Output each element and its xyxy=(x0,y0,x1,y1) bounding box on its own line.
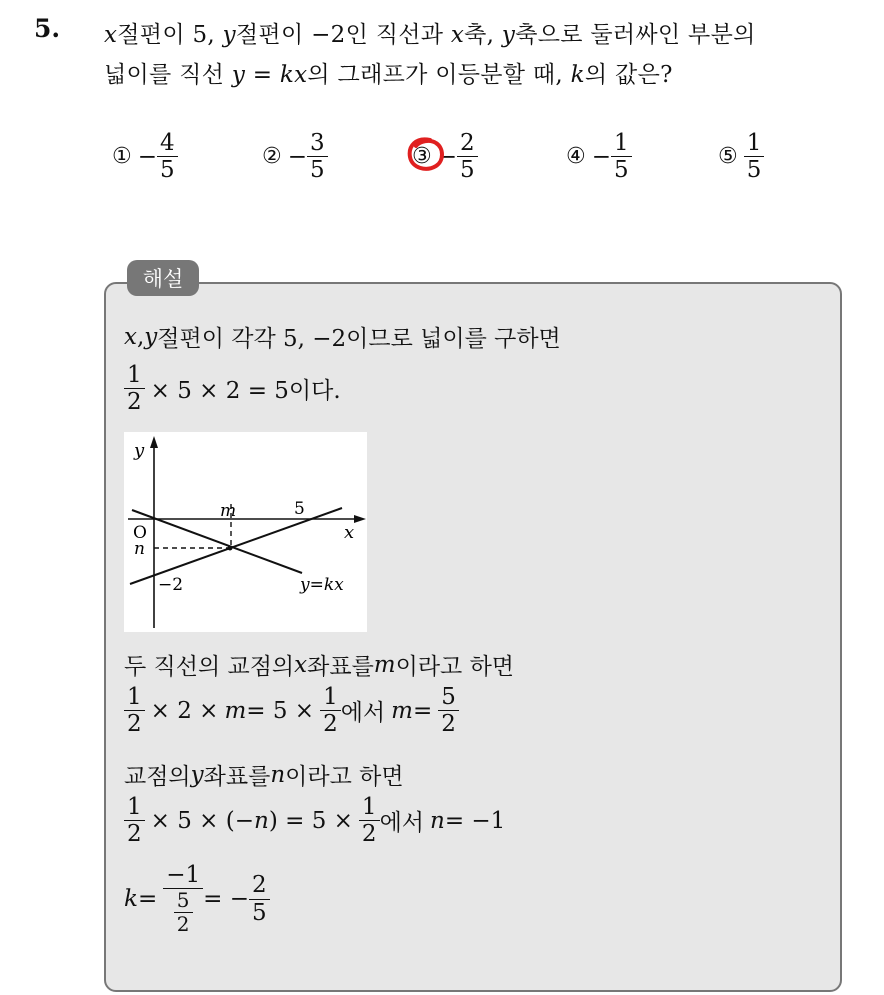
text: 넓이를 직선 xyxy=(104,62,232,88)
label-five: 5 xyxy=(294,499,305,519)
text: 절편이 −2인 직선과 xyxy=(235,22,451,48)
numerator: 1 xyxy=(320,684,341,711)
choice-sign: − xyxy=(287,143,308,170)
denominator: 5 xyxy=(460,157,475,184)
var-x: x xyxy=(124,323,137,350)
choice-number-text: ③ xyxy=(412,144,432,170)
var-k: k xyxy=(124,886,138,913)
solution-line-5 xyxy=(124,758,404,791)
text: × 5 × 2 = 5이다. xyxy=(150,378,341,405)
fraction xyxy=(124,794,145,848)
numerator: 5 xyxy=(438,684,459,711)
choice-fraction xyxy=(611,130,632,184)
choice-fraction xyxy=(457,130,478,184)
text: 축으로 둘러싸인 부분의 xyxy=(515,22,756,48)
text: 좌표를 xyxy=(307,654,374,680)
text: = xyxy=(412,697,433,724)
choice-fraction xyxy=(307,130,328,184)
text: 절편이 각각 5, −2이므로 넓이를 구하면 xyxy=(157,326,561,352)
numerator: 1 xyxy=(744,130,765,157)
numerator: 1 xyxy=(124,362,145,389)
solution-line-7 xyxy=(124,862,270,936)
text: × 2 × xyxy=(150,697,219,724)
denominator: 2 xyxy=(127,821,142,848)
text: = 5 × xyxy=(246,697,315,724)
answer-circle-mark-icon xyxy=(406,136,446,174)
numerator: 2 xyxy=(457,130,478,157)
text: 이라고 하면 xyxy=(285,764,404,790)
graph-background xyxy=(124,432,367,632)
denominator: 5 xyxy=(746,157,762,184)
fraction xyxy=(249,872,270,926)
fraction xyxy=(124,362,145,416)
label-n: n xyxy=(134,539,145,559)
text: 에서 xyxy=(340,700,386,727)
solution-line-1 xyxy=(124,320,561,353)
choice-1[interactable] xyxy=(112,130,178,184)
var-n: n xyxy=(430,807,445,834)
choice-number: ④ xyxy=(566,144,586,170)
var-k: k xyxy=(570,62,585,88)
text: 교점의 xyxy=(124,764,191,790)
numerator: 1 xyxy=(124,794,145,821)
choice-number: ⑤ xyxy=(718,144,738,170)
fraction xyxy=(124,684,145,738)
choice-number: ① xyxy=(112,144,132,170)
numerator: 1 xyxy=(359,794,380,821)
equation: y = kx xyxy=(231,62,308,88)
denominator: 5 xyxy=(160,157,175,184)
text: 좌표를 xyxy=(203,764,271,790)
choice-fraction xyxy=(157,130,178,184)
choice-number: ② xyxy=(262,144,282,170)
choice-fraction xyxy=(744,130,765,184)
var-x: x xyxy=(294,651,308,678)
var-y: y xyxy=(144,323,158,350)
text: 에서 xyxy=(379,810,424,837)
solution-tag: 해설 xyxy=(127,260,199,296)
question-number: 5. xyxy=(34,14,61,43)
solution-line-2 xyxy=(124,362,341,416)
var-n: n xyxy=(270,761,286,788)
denominator xyxy=(163,889,203,936)
solution-line-3 xyxy=(124,648,514,681)
denominator: 5 xyxy=(251,899,267,926)
choice-sign: − xyxy=(137,143,158,170)
denominator: 2 xyxy=(127,389,142,416)
text: 축, xyxy=(464,22,502,48)
solution-line-6 xyxy=(124,794,505,848)
choice-2[interactable] xyxy=(262,130,328,184)
denominator: 2 xyxy=(323,711,338,738)
var-m: m xyxy=(224,697,247,724)
question-line-2 xyxy=(104,56,673,89)
text: = xyxy=(137,886,158,913)
numerator: 5 xyxy=(174,889,193,913)
choice-sign: − xyxy=(437,143,458,170)
text: , xyxy=(136,323,145,350)
numerator: 4 xyxy=(157,130,178,157)
question-line-1 xyxy=(104,16,756,49)
text: ) = 5 × xyxy=(268,807,353,834)
numerator: 1 xyxy=(124,684,145,711)
var-y: y xyxy=(501,22,516,48)
denominator: 5 xyxy=(310,157,325,184)
var-x: x xyxy=(104,22,118,48)
label-origin: O xyxy=(133,523,147,543)
numerator: 3 xyxy=(307,130,328,157)
var-m: m xyxy=(391,697,413,724)
inner-fraction xyxy=(174,889,193,936)
solution-graph xyxy=(124,432,367,632)
label-minus2: −2 xyxy=(158,575,184,595)
label-line: y=kx xyxy=(300,575,344,595)
denominator: 2 xyxy=(176,912,190,937)
var-y: y xyxy=(222,22,236,48)
text: = − xyxy=(203,886,249,913)
choice-number xyxy=(412,144,432,169)
label-m: m xyxy=(220,501,237,521)
fraction xyxy=(438,684,459,738)
choice-5[interactable] xyxy=(718,130,764,184)
numerator: 1 xyxy=(611,130,632,157)
choice-3[interactable] xyxy=(412,130,478,184)
text: 의 값은? xyxy=(584,62,673,88)
denominator: 2 xyxy=(361,821,377,848)
choice-sign: − xyxy=(591,143,612,170)
var-x: x xyxy=(450,22,465,48)
text: 절편이 5, xyxy=(117,22,223,48)
numerator: −1 xyxy=(163,862,203,889)
nested-fraction xyxy=(163,862,203,936)
denominator: 2 xyxy=(127,711,142,738)
var-n: n xyxy=(254,807,269,834)
text: 이라고 하면 xyxy=(395,654,515,680)
text: 의 그래프가 이등분할 때, xyxy=(307,62,571,88)
denominator: 2 xyxy=(441,711,456,738)
text: = −1 xyxy=(444,807,506,834)
denominator: 5 xyxy=(614,157,629,184)
label-y: y xyxy=(134,440,145,461)
text: 두 직선의 교점의 xyxy=(124,654,295,680)
solution-line-4 xyxy=(124,684,459,738)
choice-4[interactable] xyxy=(566,130,632,184)
var-m: m xyxy=(373,651,396,678)
intersection-point xyxy=(228,546,233,551)
var-y: y xyxy=(190,761,204,788)
fraction xyxy=(359,794,380,848)
label-x: x xyxy=(344,522,355,543)
numerator: 2 xyxy=(249,872,270,899)
fraction xyxy=(320,684,341,738)
text: × 5 × (− xyxy=(150,807,254,834)
